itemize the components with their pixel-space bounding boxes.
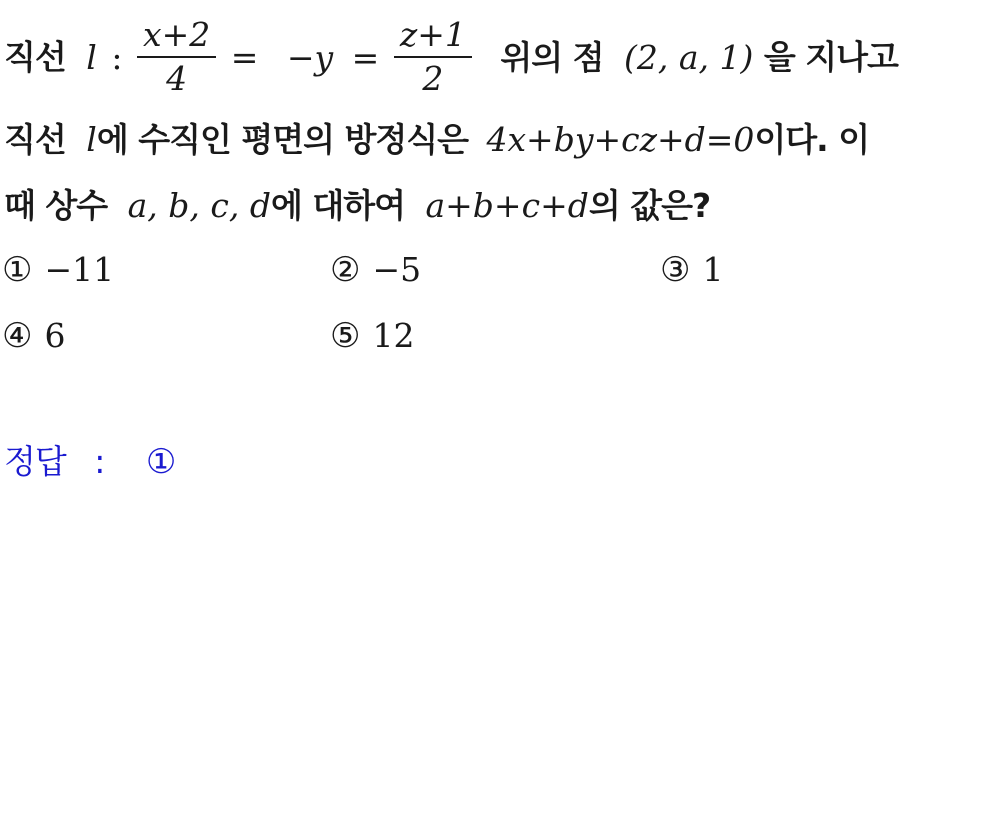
math-symbol: = (230, 37, 259, 77)
math-var: l (86, 37, 97, 77)
option-5[interactable] (330, 316, 414, 356)
option-value: −5 (372, 250, 422, 289)
option-2[interactable] (330, 250, 421, 290)
math-equation: 4x+by+cz+d=0 (486, 120, 755, 159)
option-value: 12 (372, 316, 415, 355)
math-point: (2, a, 1) (624, 37, 754, 77)
fraction-numerator: z+1 (399, 15, 466, 54)
option-value: 6 (44, 316, 66, 355)
question-text: 직선 (4, 120, 66, 159)
option-marker: ④ (2, 316, 33, 356)
fraction-denominator: 4 (166, 59, 188, 98)
fraction-bar (394, 56, 472, 58)
math-vars: a, b, c, d (127, 186, 271, 225)
option-marker: ② (330, 250, 361, 290)
math-var: l (86, 120, 97, 159)
question-text: 의 값은? (588, 186, 711, 225)
answer-separator: : (94, 442, 106, 481)
option-1[interactable] (2, 250, 114, 290)
option-4[interactable] (2, 316, 65, 356)
fraction-denominator: 2 (422, 59, 444, 98)
question-text: 에 수직인 평면의 방정식은 (96, 120, 468, 159)
option-value: −11 (44, 250, 115, 289)
fraction (394, 16, 472, 98)
math-expression: −y (286, 37, 334, 77)
answer-line (4, 442, 188, 482)
question-line-2 (4, 120, 869, 160)
option-3[interactable] (660, 250, 723, 290)
answer-value: ① (145, 442, 177, 482)
option-marker: ③ (660, 250, 691, 290)
question-text: 이다. 이 (754, 120, 870, 159)
question-text: 에 대하여 (270, 186, 405, 225)
question-line-1 (4, 15, 898, 100)
fraction (137, 16, 216, 98)
option-value: 1 (702, 250, 724, 289)
fraction-numerator: x+2 (142, 15, 211, 54)
option-marker: ① (2, 250, 33, 290)
fraction-bar (137, 56, 216, 58)
answer-label: 정답 (4, 442, 66, 481)
question-text: 위의 점 (500, 37, 604, 77)
question-text: 직선 (4, 37, 66, 77)
question-line-3 (4, 186, 710, 226)
math-symbol: : (111, 37, 123, 77)
question-text: 을 지나고 (763, 37, 898, 77)
math-symbol: = (351, 37, 380, 77)
question-text: 때 상수 (4, 186, 108, 225)
option-marker: ⑤ (330, 316, 361, 356)
math-expression: a+b+c+d (425, 186, 589, 225)
